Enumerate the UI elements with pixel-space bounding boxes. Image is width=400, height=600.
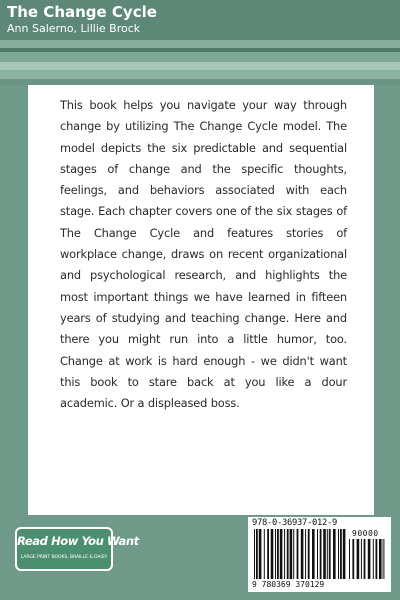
publisher-logo [15,527,139,571]
barcode-bar [364,539,366,579]
publisher-tagline: LARGE PRINT BOOKS, BRAILLE & DAISY [20,555,108,560]
barcode-bar [327,529,328,579]
barcode-bar [383,539,384,579]
barcode-bar [373,539,374,579]
barcode-bars [254,529,346,579]
barcode-bar [305,529,306,579]
barcode-bar [284,529,285,579]
barcode-bar [361,539,362,579]
cover-header [0,0,400,40]
barcode-bar [340,529,342,579]
barcode-bar [254,529,255,579]
book-blurb: This book helps you navigate your way through change by utilizing The Change Cycle model. The model depicts the six predictable and sequential stages of change and the specific thoughts, feelings, and behaviors associated with each stage. Each chapter covers one of the six stages of The Change Cycle and features stories of workplace change, draws on recent organizational and psychological research, and highlights the most important things we have learned in fifteen years of studying and teaching change. Here and there you might run into a little humor, too. Change at work is hard enough - we didn't want this book to stare back at you like a dour academic. Or a displeased boss. [60,98,347,411]
barcode-bar [301,529,304,579]
barcode-bar [329,529,331,579]
barcode-bar [338,529,339,579]
barcode-bar [317,529,318,579]
barcode-bar [323,529,326,579]
publisher-name: Read How You Want [17,534,139,548]
barcode-bar [259,529,262,579]
barcode-bar [357,539,360,579]
decorative-stripe [0,40,400,48]
barcode-addon-number: 90000 [352,529,379,538]
book-title: The Change Cycle [7,3,157,21]
barcode-bar [293,529,294,579]
barcode-bar [308,529,310,579]
blurb-panel [28,85,374,515]
barcode-bar [352,539,354,579]
decorative-stripe [0,62,400,70]
barcode-bar [275,529,276,579]
barcode-bar [343,529,346,579]
barcode-bar [271,529,274,579]
barcode-bar [320,529,322,579]
barcode-bar [379,539,382,579]
isbn-barcode [248,517,391,592]
barcode-bar [267,529,269,579]
barcode-digits: 9 780369 370129 [252,580,325,589]
barcode-addon-bars [349,539,385,579]
barcode-bar [280,529,283,579]
barcode-bar [256,529,258,579]
barcode-bar [349,539,350,579]
decorative-stripe [0,52,400,62]
barcode-bar [277,529,279,579]
barcode-bar [297,529,299,579]
book-authors: Ann Salerno, Lillie Brock [7,22,141,35]
barcode-bar [290,529,293,579]
barcode-bar [368,539,371,579]
barcode-bar [287,529,289,579]
barcode-bar [264,529,265,579]
barcode-bar [312,529,315,579]
barcode-bar [333,529,336,579]
decorative-stripe [0,70,400,79]
barcode-bar [376,539,378,579]
isbn-number: 978-0-36937-012-9 [252,518,337,528]
